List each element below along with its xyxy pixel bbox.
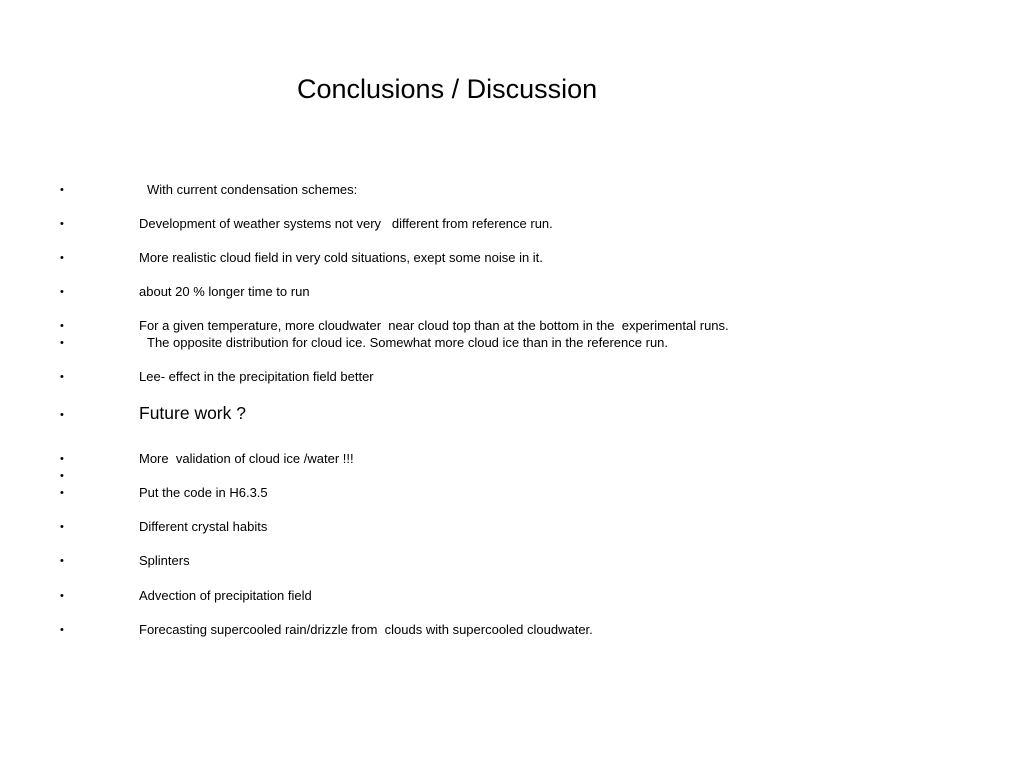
- bullet-icon: •: [60, 590, 64, 602]
- bullet-icon: •: [60, 409, 64, 421]
- bullet-icon: •: [60, 286, 64, 298]
- list-item: [0, 620, 1024, 640]
- slide-title: Conclusions / Discussion: [297, 74, 598, 104]
- list-item: [0, 282, 1024, 302]
- list-item-text: Different crystal habits: [139, 519, 268, 534]
- list-item: [0, 333, 1024, 353]
- bullet-icon: •: [60, 487, 64, 499]
- list-item: [0, 214, 1024, 234]
- list-item: [0, 483, 1024, 503]
- list-item-text: Lee- effect in the precipitation field better: [139, 369, 374, 384]
- list-item-text: Put the code in H6.3.5: [139, 485, 268, 500]
- list-item: [0, 180, 1024, 200]
- list-item-text: With current condensation schemes:: [147, 182, 358, 197]
- list-item-heading: [0, 405, 1024, 425]
- list-item: [0, 517, 1024, 537]
- list-item-text: The opposite distribution for cloud ice. Somewhat more cloud ice than in the reference run.: [147, 335, 669, 350]
- list-item-text: More realistic cloud field in very cold situations, exept some noise in it.: [139, 250, 543, 265]
- bullet-icon: •: [60, 521, 64, 533]
- bullet-icon: •: [60, 470, 64, 482]
- list-item: [0, 367, 1024, 387]
- list-item-text: Splinters: [139, 553, 190, 568]
- future-work-heading: Future work ?: [139, 403, 246, 423]
- bullet-icon: •: [60, 337, 64, 349]
- list-item-text: Advection of precipitation field: [139, 588, 312, 603]
- list-item: [0, 586, 1024, 606]
- list-item-text: For a given temperature, more cloudwater near cloud top than at the bottom in the experimental runs.: [139, 318, 729, 333]
- list-item-text: Forecasting supercooled rain/drizzle from clouds with supercooled cloudwater.: [139, 622, 593, 637]
- bullet-icon: •: [60, 184, 64, 196]
- list-item-text: about 20 % longer time to run: [139, 284, 310, 299]
- bullet-icon: •: [60, 624, 64, 636]
- bullet-icon: •: [60, 371, 64, 383]
- list-item-text: More validation of cloud ice /water !!!: [139, 451, 354, 466]
- list-item-text: Development of weather systems not very different from reference run.: [139, 216, 553, 231]
- bullet-icon: •: [60, 320, 64, 332]
- bullet-icon: •: [60, 218, 64, 230]
- bullet-icon: •: [60, 555, 64, 567]
- list-item: [0, 551, 1024, 571]
- bullet-icon: •: [60, 252, 64, 264]
- list-item: [0, 248, 1024, 268]
- bullet-icon: •: [60, 453, 64, 465]
